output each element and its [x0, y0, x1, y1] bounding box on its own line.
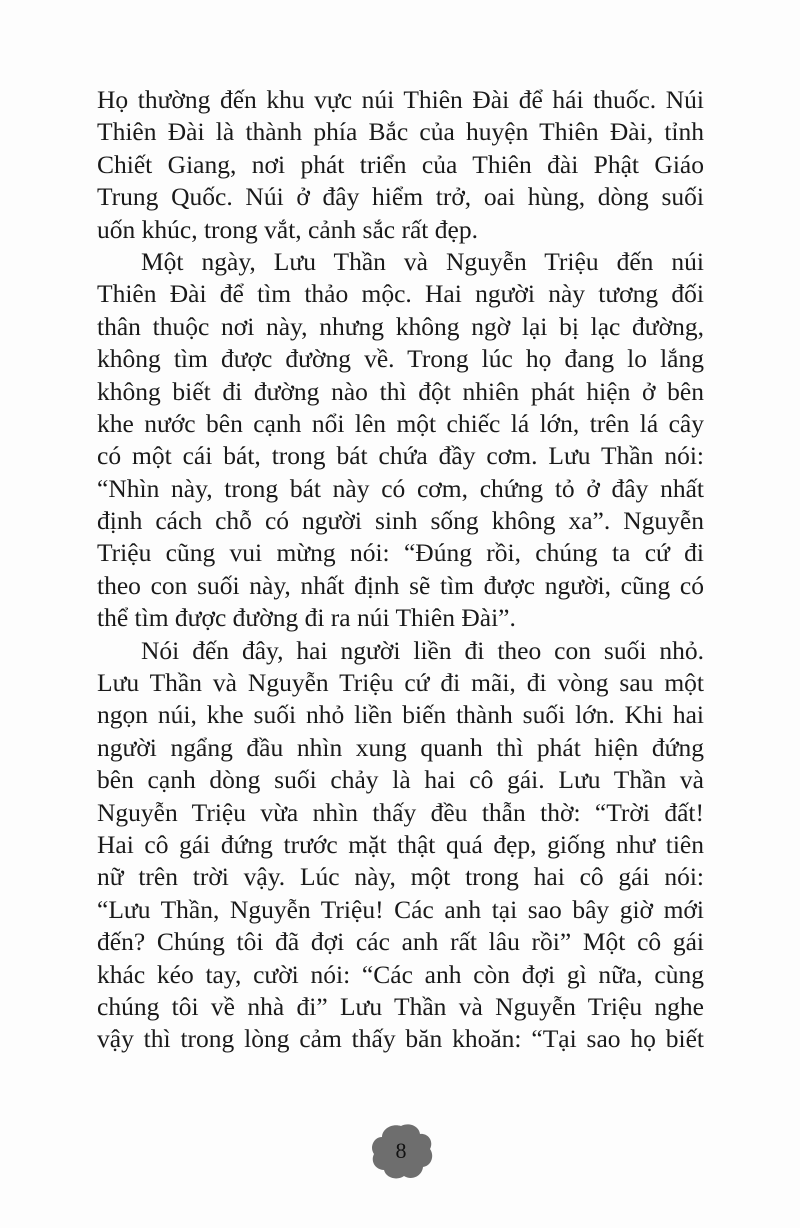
- text-line: Nguyễn Triệu vừa nhìn thấy đều thẫn thờ: “Trời đất!: [97, 797, 704, 827]
- text-line: chúng tôi về nhà đi” Lưu Thần và Nguyễn Triệu nghe: [97, 991, 704, 1021]
- text-line: Thiên Đài để tìm thảo mộc. Hai người này tương đối: [97, 279, 704, 309]
- page-number: 8: [395, 1138, 407, 1163]
- text-line: Một ngày, Lưu Thần và Nguyễn Triệu đến núi: [141, 246, 704, 276]
- text-line: nữ trên trời vậy. Lúc này, một trong hai cô gái nói:: [97, 862, 704, 892]
- text-line: Nói đến đây, hai người liền đi theo con suối nhỏ.: [141, 635, 704, 665]
- text-line: có một cái bát, trong bát chứa đầy cơm. Lưu Thần nói:: [97, 441, 704, 471]
- text-line: định cách chỗ có người sinh sống không xa”. Nguyễn: [97, 506, 704, 536]
- text-line: “Nhìn này, trong bát này có cơm, chứng tỏ ở đây nhất: [97, 473, 704, 503]
- text-line: “Lưu Thần, Nguyễn Triệu! Các anh tại sao bây giờ mới: [97, 894, 704, 924]
- text-line: Chiết Giang, nơi phát triển của Thiên đài Phật Giáo: [97, 149, 704, 179]
- text-line: Họ thường đến khu vực núi Thiên Đài để hái thuốc. Núi: [97, 85, 704, 114]
- text-line: Triệu cũng vui mừng nói: “Đúng rồi, chúng ta cứ đi: [97, 538, 704, 568]
- text-line: uốn khúc, trong vắt, cảnh sắc rất đẹp.: [97, 214, 478, 244]
- text-line: Trung Quốc. Núi ở đây hiểm trở, oai hùng, dòng suối: [97, 182, 704, 212]
- text-line: vậy thì trong lòng cảm thấy băn khoăn: “Tại sao họ biết: [97, 1024, 704, 1054]
- text-line: đến? Chúng tôi đã đợi các anh rất lâu rồi” Một cô gái: [97, 927, 704, 957]
- text-line: bên cạnh dòng suối chảy là hai cô gái. Lưu Thần và: [97, 765, 704, 795]
- text-line: khác kéo tay, cười nói: “Các anh còn đợi gì nữa, cùng: [97, 959, 704, 989]
- text-line: ngọn núi, khe suối nhỏ liền biến thành suối lớn. Khi hai: [97, 700, 704, 730]
- text-line: không biết đi đường nào thì đột nhiên phát hiện ở bên: [97, 376, 704, 406]
- text-line: Hai cô gái đứng trước mặt thật quá đẹp, giống như tiên: [97, 829, 704, 859]
- text-line: Thiên Đài là thành phía Bắc của huyện Thiên Đài, tỉnh: [97, 117, 704, 147]
- page-number-badge: [367, 1120, 435, 1182]
- text-line: không tìm được đường về. Trong lúc họ đang lo lắng: [97, 344, 704, 374]
- text-line: theo con suối này, nhất định sẽ tìm được người, cũng có: [97, 570, 704, 600]
- text-line: thể tìm được đường đi ra núi Thiên Đài”.: [97, 603, 516, 633]
- text-line: Lưu Thần và Nguyễn Triệu cứ đi mãi, đi vòng sau một: [97, 668, 704, 698]
- text-line: thân thuộc nơi này, nhưng không ngờ lại bị lạc đường,: [97, 311, 704, 341]
- text-line: người ngẩng đầu nhìn xung quanh thì phát hiện đứng: [97, 732, 704, 762]
- body-text: [97, 84, 704, 1056]
- text-line: khe nước bên cạnh nổi lên một chiếc lá lớn, trên lá cây: [97, 408, 704, 438]
